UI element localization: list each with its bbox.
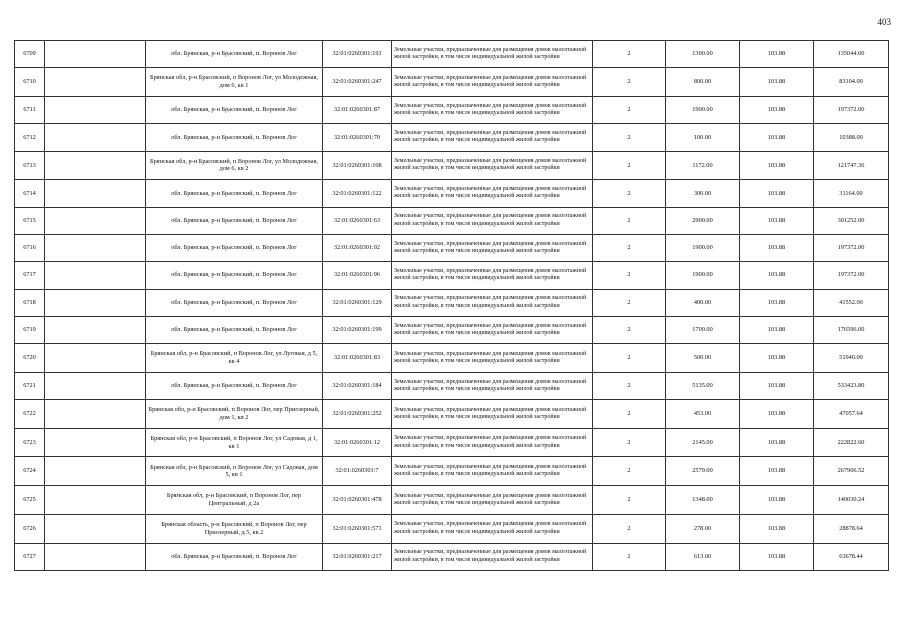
address-cell: Брянская обл, р-н Брасовский, п Воронов Лог, ул Садовая, д 1, кв 1 [146,428,323,457]
table-row [15,514,889,543]
cadastral-number-cell: 32:01:0260301:7 [323,457,392,486]
land-use-cell: Земельные участки, предназначенные для размещения домов малоэтажной жилой застройки, в том числе индивидуальной жилой застройки [392,151,593,180]
table-row [15,207,889,234]
land-use-cell: Земельные участки, предназначенные для размещения домов малоэтажной жилой застройки, в том числе индивидуальной жилой застройки [392,180,593,207]
row-number-cell: 6712 [15,124,45,151]
land-use-cell: Земельные участки, предназначенные для размещения домов малоэтажной жилой застройки, в том числе индивидуальной жилой застройки [392,428,593,457]
cadastral-number-cell: 32:01:0260301:92 [323,234,392,261]
row-number-cell: 6723 [15,428,45,457]
cadastral-number-cell: 32:01:0260301:184 [323,372,392,399]
address-cell: обл. Брянская, р-н Брасовский, п. Воронов Лог [146,96,323,123]
row-number-cell: 6715 [15,207,45,234]
cadastral-number-cell: 32:01:0260301:191 [323,41,392,68]
specific-value-cell: 103.88 [740,68,814,97]
cadastral-value-table [14,40,889,571]
cadastral-number-cell: 32:01:0260301:129 [323,289,392,316]
specific-value-cell: 103.88 [740,234,814,261]
row-number-cell: 6716 [15,234,45,261]
table-row [15,543,889,571]
land-use-cell: Земельные участки, предназначенные для размещения домов малоэтажной жилой застройки, в том числе индивидуальной жилой застройки [392,344,593,373]
blank-cell [45,428,146,457]
land-use-cell: Земельные участки, предназначенные для размещения домов малоэтажной жилой застройки, в том числе индивидуальной жилой застройки [392,234,593,261]
specific-value-cell: 103.88 [740,372,814,399]
row-number-cell: 6711 [15,96,45,123]
land-use-cell: Земельные участки, предназначенные для размещения домов малоэтажной жилой застройки, в том числе индивидуальной жилой застройки [392,124,593,151]
cadastral-number-cell: 32:01:0260301:478 [323,486,392,515]
land-use-cell: Земельные участки, предназначенные для размещения домов малоэтажной жилой застройки, в том числе индивидуальной жилой застройки [392,289,593,316]
cadastral-value-cell: 41552.00 [814,289,889,316]
specific-value-cell: 103.88 [740,457,814,486]
area-cell: 1172.00 [666,151,740,180]
blank-cell [45,543,146,571]
area-cell: 1900.00 [666,262,740,289]
area-cell: 1300.00 [666,41,740,68]
row-number-cell: 6720 [15,344,45,373]
group-number-cell: 2 [593,486,666,515]
group-number-cell: 2 [593,400,666,429]
specific-value-cell: 103.88 [740,151,814,180]
specific-value-cell: 103.88 [740,428,814,457]
land-use-cell: Земельные участки, предназначенные для размещения домов малоэтажной жилой застройки, в том числе индивидуальной жилой застройки [392,316,593,343]
area-cell: 2900.00 [666,207,740,234]
address-cell: Брянская обл, р-н Брасовский, п Воронов Лог, пер Приозерный, дом 1, кв 2 [146,400,323,429]
cadastral-number-cell: 32:01:0260301:12 [323,428,392,457]
area-cell: 278.00 [666,514,740,543]
row-number-cell: 6719 [15,316,45,343]
area-cell: 300.00 [666,180,740,207]
cadastral-value-cell: 63678.44 [814,543,889,571]
address-cell: Брянская обл, р-н Брасовский, п Воронов Лог, ул Молодежная, дом 6, кв 1 [146,68,323,97]
row-number-cell: 6709 [15,41,45,68]
row-number-cell: 6714 [15,180,45,207]
table-row [15,457,889,486]
row-number-cell: 6724 [15,457,45,486]
row-number-cell: 6718 [15,289,45,316]
table-row [15,486,889,515]
cadastral-value-cell: 197372.00 [814,234,889,261]
row-number-cell: 6713 [15,151,45,180]
cadastral-value-cell: 533423.80 [814,372,889,399]
blank-cell [45,207,146,234]
cadastral-number-cell: 32:01:0260301:96 [323,262,392,289]
table-row [15,289,889,316]
table-row [15,151,889,180]
specific-value-cell: 103.88 [740,180,814,207]
cadastral-value-cell: 121747.36 [814,151,889,180]
land-use-cell: Земельные участки, предназначенные для размещения домов малоэтажной жилой застройки, в том числе индивидуальной жилой застройки [392,96,593,123]
cadastral-value-cell: 267906.52 [814,457,889,486]
group-number-cell: 2 [593,372,666,399]
group-number-cell: 2 [593,514,666,543]
address-cell: обл. Брянская, р-н Брасовский, п. Воронов Лог [146,124,323,151]
cadastral-value-cell: 176596.00 [814,316,889,343]
address-cell: Брянская область, р-н Брасовский, п Воронов Лог, пер Приозерный, д 5, кв 2 [146,514,323,543]
address-cell: обл. Брянская, р-н Брасовский, п. Воронов Лог [146,316,323,343]
row-number-cell: 6722 [15,400,45,429]
table-row [15,428,889,457]
area-cell: 453.00 [666,400,740,429]
specific-value-cell: 103.88 [740,543,814,571]
row-number-cell: 6727 [15,543,45,571]
blank-cell [45,151,146,180]
blank-cell [45,457,146,486]
cadastral-value-cell: 47057.64 [814,400,889,429]
area-cell: 613.00 [666,543,740,571]
land-use-cell: Земельные участки, предназначенные для размещения домов малоэтажной жилой застройки, в том числе индивидуальной жилой застройки [392,262,593,289]
cadastral-number-cell: 32:01:0260301:83 [323,344,392,373]
specific-value-cell: 103.88 [740,344,814,373]
land-use-cell: Земельные участки, предназначенные для размещения домов малоэтажной жилой застройки, в том числе индивидуальной жилой застройки [392,41,593,68]
cadastral-value-cell: 31164.00 [814,180,889,207]
table-row [15,234,889,261]
area-cell: 400.00 [666,289,740,316]
table-row [15,180,889,207]
area-cell: 1900.00 [666,234,740,261]
blank-cell [45,124,146,151]
table-row [15,316,889,343]
cadastral-value-cell: 135044.00 [814,41,889,68]
group-number-cell: 2 [593,41,666,68]
blank-cell [45,96,146,123]
land-use-cell: Земельные участки, предназначенные для размещения домов малоэтажной жилой застройки, в том числе индивидуальной жилой застройки [392,372,593,399]
specific-value-cell: 103.88 [740,262,814,289]
blank-cell [45,344,146,373]
specific-value-cell: 103.88 [740,96,814,123]
group-number-cell: 2 [593,68,666,97]
table-row [15,344,889,373]
table-row [15,400,889,429]
table-row [15,262,889,289]
blank-cell [45,68,146,97]
table-row [15,68,889,97]
group-number-cell: 2 [593,316,666,343]
area-cell: 2145.00 [666,428,740,457]
cadastral-number-cell: 32:01:0260301:63 [323,207,392,234]
specific-value-cell: 103.88 [740,316,814,343]
group-number-cell: 2 [593,543,666,571]
blank-cell [45,41,146,68]
cadastral-value-cell: 10388.00 [814,124,889,151]
address-cell: обл. Брянская, р-н Брасовский, п. Воронов Лог [146,180,323,207]
specific-value-cell: 103.88 [740,486,814,515]
address-cell: обл. Брянская, р-н Брасовский, п. Воронов Лог [146,262,323,289]
cadastral-number-cell: 32:01:0260301:247 [323,68,392,97]
address-cell: Брянская обл, р-н Брасовский, п Воронов Лог, ул Садовая, дом 5, кв 1 [146,457,323,486]
table-row [15,124,889,151]
blank-cell [45,372,146,399]
group-number-cell: 2 [593,262,666,289]
blank-cell [45,234,146,261]
address-cell: обл. Брянская, р-н Брасовский, п. Воронов Лог [146,543,323,571]
cadastral-value-cell: 51940.00 [814,344,889,373]
cadastral-number-cell: 32:01:0260301:571 [323,514,392,543]
cadastral-value-cell: 197372.00 [814,262,889,289]
area-cell: 2579.00 [666,457,740,486]
address-cell: Брянская обл, р-н Брасовский, п Воронов Лог, пер Центральный, д 2а [146,486,323,515]
address-cell: обл. Брянская, р-н Брасовский, п. Воронов Лог [146,289,323,316]
blank-cell [45,289,146,316]
cadastral-value-cell: 140030.24 [814,486,889,515]
specific-value-cell: 103.88 [740,41,814,68]
row-number-cell: 6726 [15,514,45,543]
blank-cell [45,262,146,289]
page-number: 403 [877,17,891,27]
cadastral-number-cell: 32:01:0260301:87 [323,96,392,123]
group-number-cell: 2 [593,96,666,123]
cadastral-value-cell: 28878.64 [814,514,889,543]
group-number-cell: 2 [593,124,666,151]
land-use-cell: Земельные участки, предназначенные для размещения домов малоэтажной жилой застройки, в том числе индивидуальной жилой застройки [392,486,593,515]
area-cell: 1348.00 [666,486,740,515]
specific-value-cell: 103.88 [740,400,814,429]
land-use-cell: Земельные участки, предназначенные для размещения домов малоэтажной жилой застройки, в том числе индивидуальной жилой застройки [392,457,593,486]
row-number-cell: 6725 [15,486,45,515]
group-number-cell: 2 [593,344,666,373]
area-cell: 1900.00 [666,96,740,123]
cadastral-number-cell: 32:01:0260301:122 [323,180,392,207]
table-row [15,41,889,68]
area-cell: 500.00 [666,344,740,373]
address-cell: обл. Брянская, р-н Брасовский, п. Воронов Лог [146,41,323,68]
blank-cell [45,400,146,429]
land-use-cell: Земельные участки, предназначенные для размещения домов малоэтажной жилой застройки, в том числе индивидуальной жилой застройки [392,514,593,543]
row-number-cell: 6721 [15,372,45,399]
group-number-cell: 2 [593,180,666,207]
specific-value-cell: 103.88 [740,289,814,316]
land-use-cell: Земельные участки, предназначенные для размещения домов малоэтажной жилой застройки, в том числе индивидуальной жилой застройки [392,543,593,571]
group-number-cell: 2 [593,457,666,486]
specific-value-cell: 103.88 [740,124,814,151]
cadastral-number-cell: 32:01:0260301:217 [323,543,392,571]
blank-cell [45,180,146,207]
cadastral-number-cell: 32:01:0260301:199 [323,316,392,343]
area-cell: 5135.00 [666,372,740,399]
group-number-cell: 2 [593,207,666,234]
address-cell: обл. Брянская, р-н Брасовский, п. Воронов Лог [146,207,323,234]
row-number-cell: 6717 [15,262,45,289]
blank-cell [45,514,146,543]
cadastral-value-cell: 301252.00 [814,207,889,234]
cadastral-value-cell: 222822.60 [814,428,889,457]
area-cell: 100.00 [666,124,740,151]
address-cell: обл. Брянская, р-н Брасовский, п. Воронов Лог [146,372,323,399]
area-cell: 1700.00 [666,316,740,343]
group-number-cell: 2 [593,151,666,180]
specific-value-cell: 103.88 [740,514,814,543]
group-number-cell: 2 [593,428,666,457]
row-number-cell: 6710 [15,68,45,97]
land-use-cell: Земельные участки, предназначенные для размещения домов малоэтажной жилой застройки, в том числе индивидуальной жилой застройки [392,68,593,97]
cadastral-number-cell: 32:01:0260301:252 [323,400,392,429]
blank-cell [45,316,146,343]
cadastral-number-cell: 32:01:0260301:108 [323,151,392,180]
area-cell: 800.00 [666,68,740,97]
land-use-cell: Земельные участки, предназначенные для размещения домов малоэтажной жилой застройки, в том числе индивидуальной жилой застройки [392,400,593,429]
cadastral-number-cell: 32:01:0260301:70 [323,124,392,151]
blank-cell [45,486,146,515]
group-number-cell: 2 [593,289,666,316]
table-row [15,372,889,399]
land-use-cell: Земельные участки, предназначенные для размещения домов малоэтажной жилой застройки, в том числе индивидуальной жилой застройки [392,207,593,234]
address-cell: Брянская обл, р-н Брасовский, п Воронов Лог, ул Луговая, д 5, кв 4 [146,344,323,373]
cadastral-value-cell: 197372.00 [814,96,889,123]
group-number-cell: 2 [593,234,666,261]
cadastral-value-cell: 83104.00 [814,68,889,97]
address-cell: Брянская обл, р-н Брасовский, п Воронов Лог, ул Молодежная, дом 6, кв 2 [146,151,323,180]
specific-value-cell: 103.88 [740,207,814,234]
table-row [15,96,889,123]
address-cell: обл. Брянская, р-н Брасовский, п. Воронов Лог [146,234,323,261]
